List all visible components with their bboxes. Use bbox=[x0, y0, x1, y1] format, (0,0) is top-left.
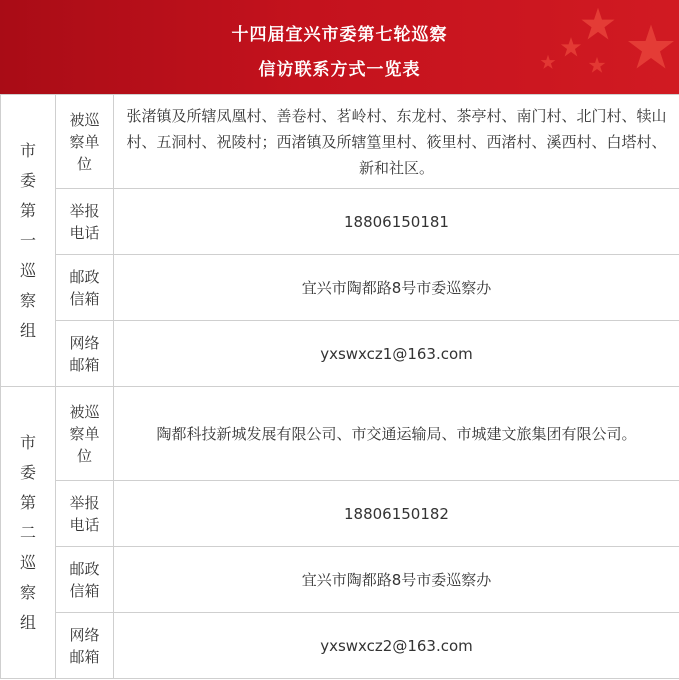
email-value[interactable]: yxswxcz2@163.com bbox=[114, 613, 679, 679]
table-row bbox=[1, 189, 679, 255]
postal-box-value: 宜兴市陶都路8号市委巡察办 bbox=[114, 547, 679, 613]
group-name-cell: 市 委 第 二 巡 察 组 bbox=[1, 387, 56, 679]
page-title-line1: 十四届宜兴市委第七轮巡察 bbox=[231, 25, 448, 45]
row-label: 被巡 察单 位 bbox=[56, 95, 114, 189]
table-row bbox=[1, 95, 679, 189]
inspected-units-value: 陶都科技新城发展有限公司、市交通运输局、市城建文旅集团有限公司。 bbox=[114, 387, 679, 481]
table-row bbox=[1, 613, 679, 679]
page-title-line2: 信访联系方式一览表 bbox=[258, 60, 421, 80]
table-row bbox=[1, 547, 679, 613]
postal-box-value: 宜兴市陶都路8号市委巡察办 bbox=[114, 255, 679, 321]
group-name-cell: 市 委 第 一 巡 察 组 bbox=[1, 95, 56, 387]
table-row bbox=[1, 481, 679, 547]
row-label: 举报 电话 bbox=[56, 481, 114, 547]
email-value[interactable]: yxswxcz1@163.com bbox=[114, 321, 679, 387]
table-row bbox=[1, 321, 679, 387]
row-label: 邮政 信箱 bbox=[56, 255, 114, 321]
contact-table bbox=[0, 94, 679, 679]
table-row bbox=[1, 255, 679, 321]
phone-value[interactable]: 18806150181 bbox=[114, 189, 679, 255]
row-label: 邮政 信箱 bbox=[56, 547, 114, 613]
row-label: 被巡 察单 位 bbox=[56, 387, 114, 481]
table-row bbox=[1, 387, 679, 481]
phone-value[interactable]: 18806150182 bbox=[114, 481, 679, 547]
row-label: 网络 邮箱 bbox=[56, 613, 114, 679]
inspected-units-value: 张渚镇及所辖凤凰村、善卷村、茗岭村、东龙村、茶亭村、南门村、北门村、犊山村、五洞村、祝陵村；西渚镇及所辖篁里村、筱里村、西渚村、溪西村、白塔村、新和社区。 bbox=[114, 95, 679, 189]
row-label: 网络 邮箱 bbox=[56, 321, 114, 387]
row-label: 举报 电话 bbox=[56, 189, 114, 255]
header-banner bbox=[0, 0, 679, 94]
